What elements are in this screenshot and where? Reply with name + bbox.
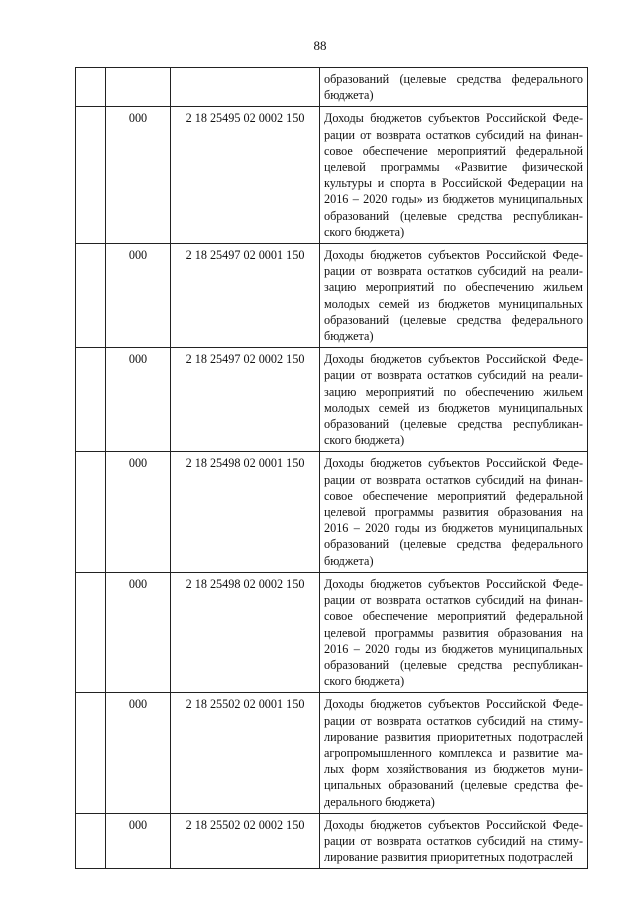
admin-code-cell: 000 — [106, 813, 171, 869]
table-row — [76, 452, 588, 572]
description-line: образований (целевые средства федерального — [324, 312, 583, 327]
admin-code-cell: 000 — [106, 348, 171, 452]
budget-classification-code-cell: 2 18 25502 02 0002 150 — [171, 813, 320, 869]
description-cell — [320, 572, 588, 692]
description-line: культуры и спорта в Российской Федерации на — [324, 176, 583, 191]
description-cell — [320, 68, 588, 107]
description-line: Доходы бюджетов субъектов Российской Феде- — [324, 352, 583, 367]
description-cell — [320, 813, 588, 869]
description-line: совое обеспечение мероприятий федеральной — [324, 488, 583, 503]
description-line: рации от возврата остатков субсидий на финан- — [324, 472, 583, 487]
description-line: Доходы бюджетов субъектов Российской Феде- — [324, 576, 583, 591]
empty-cell — [76, 693, 106, 813]
table-row — [76, 813, 588, 869]
description-line: лых форм хозяйствования из бюджетов муни- — [324, 762, 583, 777]
empty-cell — [76, 244, 106, 348]
budget-classification-code-cell: 2 18 25502 02 0001 150 — [171, 693, 320, 813]
budget-classification-code-cell — [171, 68, 320, 107]
description-line: Доходы бюджетов субъектов Российской Феде- — [324, 248, 583, 263]
description-line: зацию мероприятий по обеспечению жильем — [324, 280, 583, 295]
description-line: ского бюджета) — [324, 224, 405, 239]
empty-cell — [76, 452, 106, 572]
empty-cell — [76, 572, 106, 692]
admin-code-cell — [106, 68, 171, 107]
description-line: образований (целевые средства республикан- — [324, 657, 583, 672]
table-row — [76, 107, 588, 244]
description-line: лирование развития приоритетных подотраслей — [324, 729, 583, 744]
admin-code-cell: 000 — [106, 693, 171, 813]
description-line: рации от возврата остатков субсидий на финан- — [324, 127, 583, 142]
description-line: совое обеспечение мероприятий федеральной — [324, 609, 583, 624]
empty-cell — [76, 348, 106, 452]
table-row — [76, 68, 588, 107]
description-line: ского бюджета) — [324, 433, 405, 448]
admin-code-cell: 000 — [106, 572, 171, 692]
description-line: лирование развития приоритетных подотраслей — [324, 850, 573, 865]
description-cell — [320, 452, 588, 572]
budget-classification-code-cell: 2 18 25497 02 0001 150 — [171, 244, 320, 348]
description-line: рации от возврата остатков субсидий на финан- — [324, 593, 583, 608]
budget-classification-code-cell: 2 18 25495 02 0002 150 — [171, 107, 320, 244]
table-row — [76, 572, 588, 692]
budget-classification-code-cell: 2 18 25497 02 0002 150 — [171, 348, 320, 452]
description-cell — [320, 348, 588, 452]
description-line: образований (целевые средства республикан- — [324, 417, 583, 432]
description-line: дерального бюджета) — [324, 794, 435, 809]
description-line: зацию мероприятий по обеспечению жильем — [324, 384, 583, 399]
budget-codes-table — [75, 67, 588, 869]
description-line: ципальных образований (целевые средства фе- — [324, 778, 583, 793]
budget-classification-code-cell: 2 18 25498 02 0002 150 — [171, 572, 320, 692]
table-body — [76, 68, 588, 869]
description-line: Доходы бюджетов субъектов Российской Феде- — [324, 817, 583, 832]
table-row — [76, 244, 588, 348]
description-line: целевой программы развития образования на — [324, 505, 583, 520]
admin-code-cell: 000 — [106, 107, 171, 244]
description-cell — [320, 693, 588, 813]
table-row — [76, 693, 588, 813]
description-line: целевой программы «Развитие физической — [324, 160, 583, 175]
empty-cell — [76, 813, 106, 869]
description-cell — [320, 107, 588, 244]
description-cell — [320, 244, 588, 348]
description-line: 2016 – 2020 годы» из бюджетов муниципальных — [324, 192, 583, 207]
description-line: целевой программы развития образования на — [324, 625, 583, 640]
description-line: Доходы бюджетов субъектов Российской Феде- — [324, 456, 583, 471]
description-line: Доходы бюджетов субъектов Российской Феде- — [324, 697, 583, 712]
description-line: рации от возврата остатков субсидий на реали- — [324, 368, 583, 383]
budget-classification-code-cell: 2 18 25498 02 0001 150 — [171, 452, 320, 572]
description-line: 2016 – 2020 годы из бюджетов муниципальных — [324, 521, 583, 536]
description-line: рации от возврата остатков субсидий на стиму- — [324, 833, 583, 848]
empty-cell — [76, 68, 106, 107]
description-line: образований (целевые средства федерального — [324, 72, 583, 86]
description-line: образований (целевые средства федерального — [324, 537, 583, 552]
admin-code-cell: 000 — [106, 452, 171, 572]
table-row — [76, 348, 588, 452]
description-line: молодых семей из бюджетов муниципальных — [324, 296, 583, 311]
description-line: рации от возврата остатков субсидий на реали- — [324, 264, 583, 279]
description-line: бюджета) — [324, 88, 374, 103]
description-line: молодых семей из бюджетов муниципальных — [324, 400, 583, 415]
description-line: рации от возврата остатков субсидий на стиму- — [324, 713, 583, 728]
page-number: 88 — [313, 38, 327, 53]
description-line: ского бюджета) — [324, 674, 405, 689]
description-line: образований (целевые средства республикан- — [324, 208, 583, 223]
description-line: 2016 – 2020 годы из бюджетов муниципальных — [324, 641, 583, 656]
admin-code-cell: 000 — [106, 244, 171, 348]
description-line: Доходы бюджетов субъектов Российской Феде- — [324, 111, 583, 126]
description-line: бюджета) — [324, 553, 374, 568]
description-line: агропромышленного комплекса и развитие ма- — [324, 745, 583, 760]
description-line: бюджета) — [324, 329, 374, 344]
empty-cell — [76, 107, 106, 244]
description-line: совое обеспечение мероприятий федеральной — [324, 143, 583, 158]
